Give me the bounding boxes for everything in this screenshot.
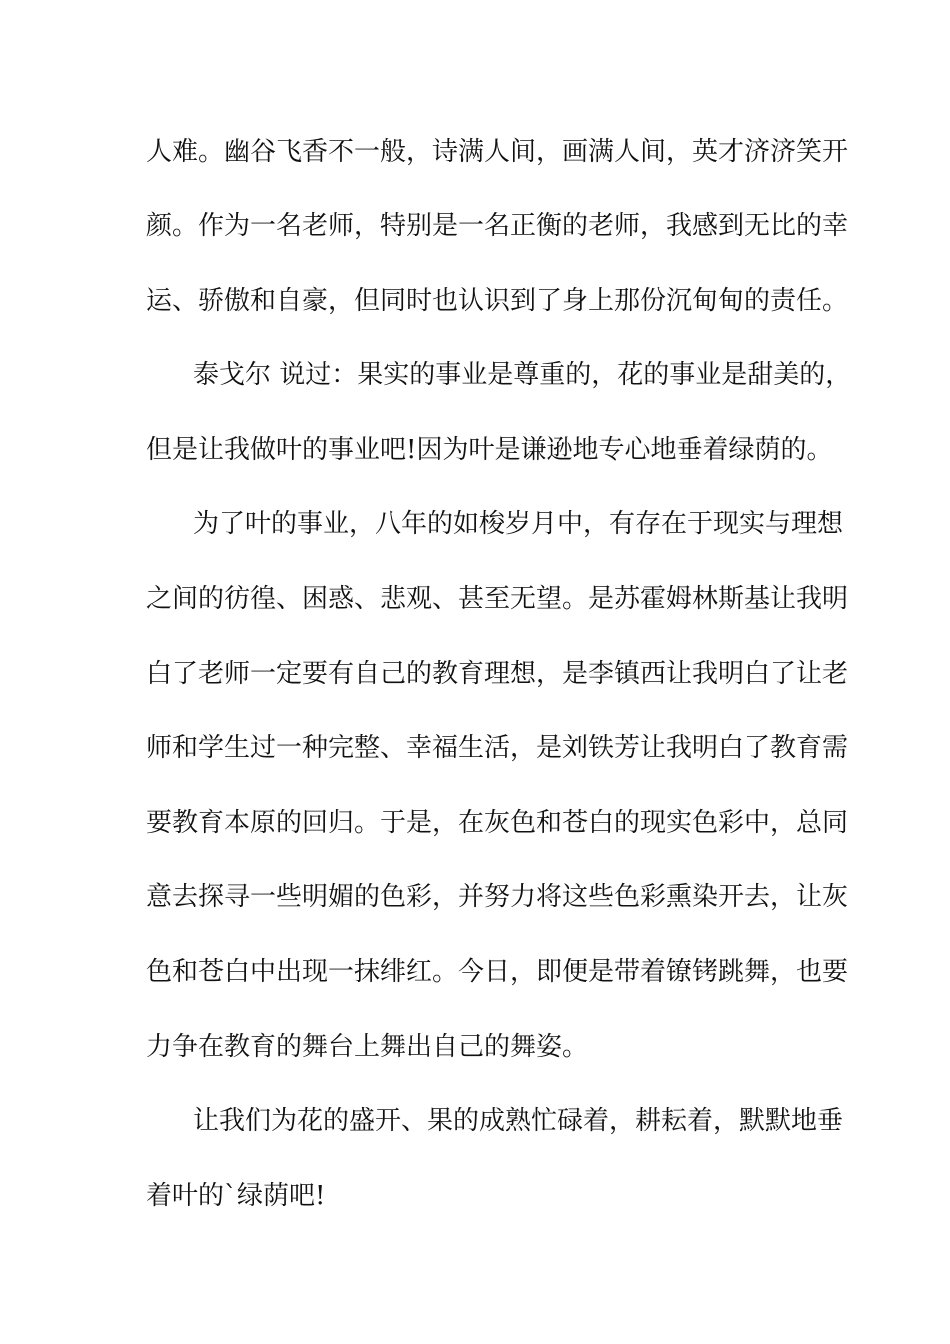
paragraph-first-line: 为了叶的事业，八年的如梭岁月中，有存在于现实与理想 xyxy=(193,509,844,539)
text-line: 白了老师一定要有自己的教育理想，是李镇西让我明白了让老 xyxy=(146,659,849,689)
text-line: 意去探寻一些明媚的色彩，并努力将这些色彩熏染开去，让灰 xyxy=(146,882,849,912)
text-line: 但是让我做叶的事业吧!因为叶是谦逊地专心地垂着绿荫的。 xyxy=(146,435,833,465)
text-line: 着叶的`绿荫吧! xyxy=(146,1181,326,1211)
text-line: 师和学生过一种完整、幸福生活，是刘铁芳让我明白了教育需 xyxy=(146,733,849,763)
text-line: 要教育本原的回归。于是，在灰色和苍白的现实色彩中，总同 xyxy=(146,808,849,838)
text-line: 运、骄傲和自豪，但同时也认识到了身上那份沉甸甸的责任。 xyxy=(146,286,849,316)
text-line: 颜。作为一名老师，特别是一名正衡的老师，我感到无比的幸 xyxy=(146,211,849,241)
text-line: 力争在教育的舞台上舞出自己的舞姿。 xyxy=(146,1032,589,1062)
text-line: 人难。幽谷飞香不一般，诗满人间，画满人间，英才济济笑开 xyxy=(146,137,849,167)
text-line: 色和苍白中出现一抹绯红。今日，即便是带着镣铐跳舞，也要 xyxy=(146,957,849,987)
paragraph-first-line: 让我们为花的盛开、果的成熟忙碌着，耕耘着，默默地垂 xyxy=(193,1106,844,1136)
paragraph-first-line: 泰戈尔 说过：果实的事业是尊重的，花的事业是甜美的， xyxy=(193,360,852,390)
text-line: 之间的彷徨、困惑、悲观、甚至无望。是苏霍姆林斯基让我明 xyxy=(146,584,849,614)
